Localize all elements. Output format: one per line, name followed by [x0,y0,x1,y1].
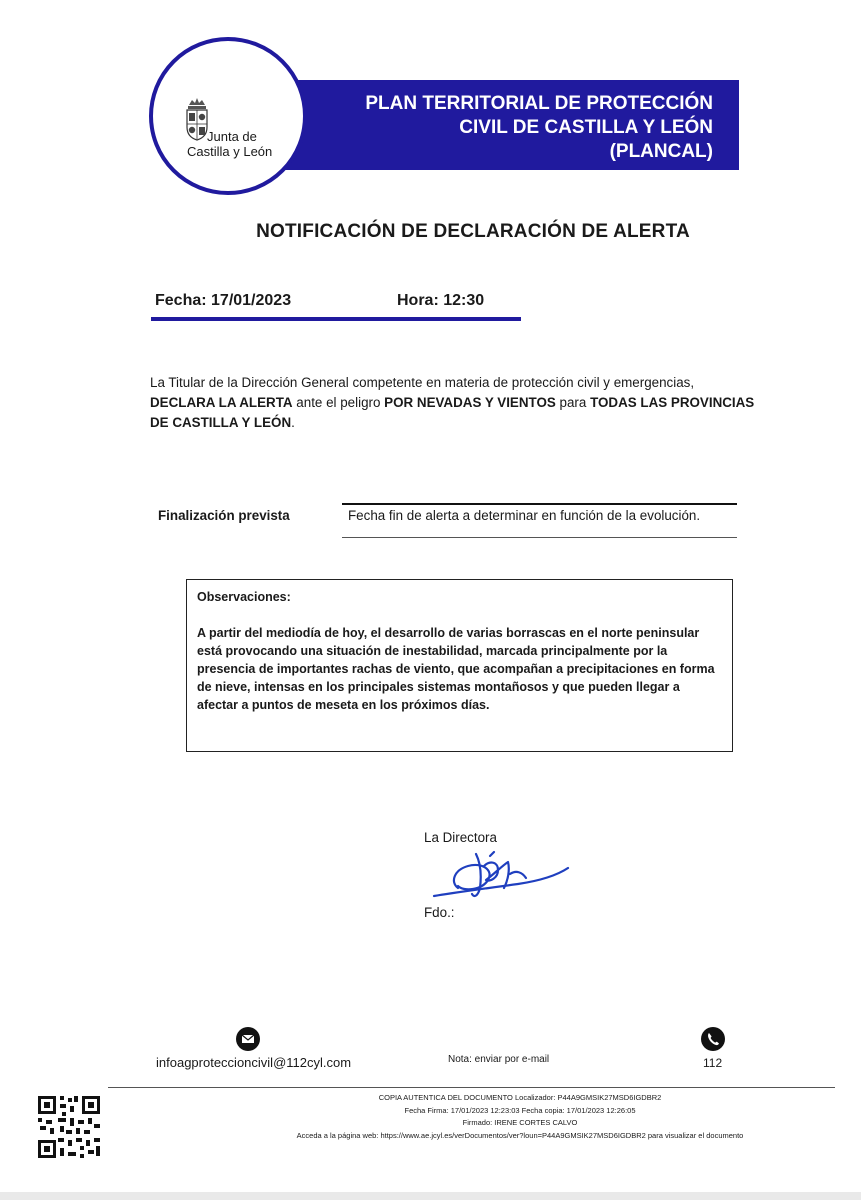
footer-line1: COPIA AUTENTICA DEL DOCUMENTO Localizador: P44A9GMSIK27MSD6IGDBR2 [378,1093,662,1102]
finalizacion-value: Fecha fin de alerta a determinar en función de la evolución. [348,508,701,523]
date-field: Fecha: 17/01/2023 [155,292,292,309]
junta-logo [149,37,307,195]
declaration-paragraph [150,373,770,433]
finalizacion-label: Finalización prevista [158,508,290,523]
plan-title [273,92,713,164]
plan-title-line2: CIVIL DE CASTILLA Y LEÓN [459,117,713,138]
contact-email: infoagproteccioncivil@112cyl.com [156,1055,352,1070]
intro-bold-declara: DECLARA LA ALERTA [150,395,293,410]
time-field: Hora: 12:30 [397,292,485,309]
intro-text-7: . [291,415,295,430]
phone-icon [701,1027,725,1051]
page-bottom-edge [0,1192,861,1200]
email-note: Nota: enviar por e-mail [448,1054,550,1065]
date-divider [151,317,521,321]
plan-title-line3: (PLANCAL) [609,141,713,162]
observaciones-text: A partir del mediodía de hoy, el desarrollo de varias borrascas en el norte peninsular está provocando una situación de inestabilidad, marcada principalmente por la presencia de importantes rachas de viento, que acompañan a precipitaciones en forma de nieve, intensas en los principales sistemas montañosos y que pueden llegar a afectar a puntos de meseta en los próximos días. [197,626,715,712]
org-name [187,129,273,159]
coat-of-arms-icon [185,97,209,141]
email-icon [236,1027,260,1051]
intro-text-1: La Titular de la Dirección General competente en materia de protección civil y emergencias, [150,375,695,390]
observaciones-label: Observaciones: [197,590,291,604]
intro-bold-peligro: POR NEVADAS Y VIENTOS [384,395,556,410]
footer-line4: Acceda a la página web: https://www.ae.jcyl.es/verDocumentos/ver?loun=P44A9GMSIK27MSD6IGDBR2 para visualizar el documento [296,1130,744,1140]
footer-line2: Fecha Firma: 17/01/2023 12:23:03 Fecha copia: 17/01/2023 12:26:05 [404,1105,636,1115]
intro-text-3: ante el peligro [292,395,385,410]
plan-title-line1: PLAN TERRITORIAL DE PROTECCIÓN [365,93,713,114]
fdo-label: Fdo.: [424,905,455,920]
qr-code-icon [36,1094,102,1160]
org-name-line1: Junta de [207,129,257,144]
org-name-line2: Castilla y León [187,144,273,159]
authentic-copy-block [200,1092,840,1142]
intro-text-5: para [555,395,591,410]
intro-bold-provincias: TODAS LAS PROVINCIAS DE CASTILLA Y LEÓN [150,395,755,430]
finalizacion-bottom-rule [342,537,737,538]
handwritten-signature [428,848,573,908]
finalizacion-top-rule [342,503,737,505]
footer-line3: Firmado: IRENE CORTES CALVO [462,1118,578,1127]
document-title: NOTIFICACIÓN DE DECLARACIÓN DE ALERTA [256,221,690,242]
phone-number: 112 [703,1056,723,1070]
footer-divider [108,1087,835,1088]
signatory-role: La Directora [424,830,497,845]
observaciones-box [186,579,733,752]
